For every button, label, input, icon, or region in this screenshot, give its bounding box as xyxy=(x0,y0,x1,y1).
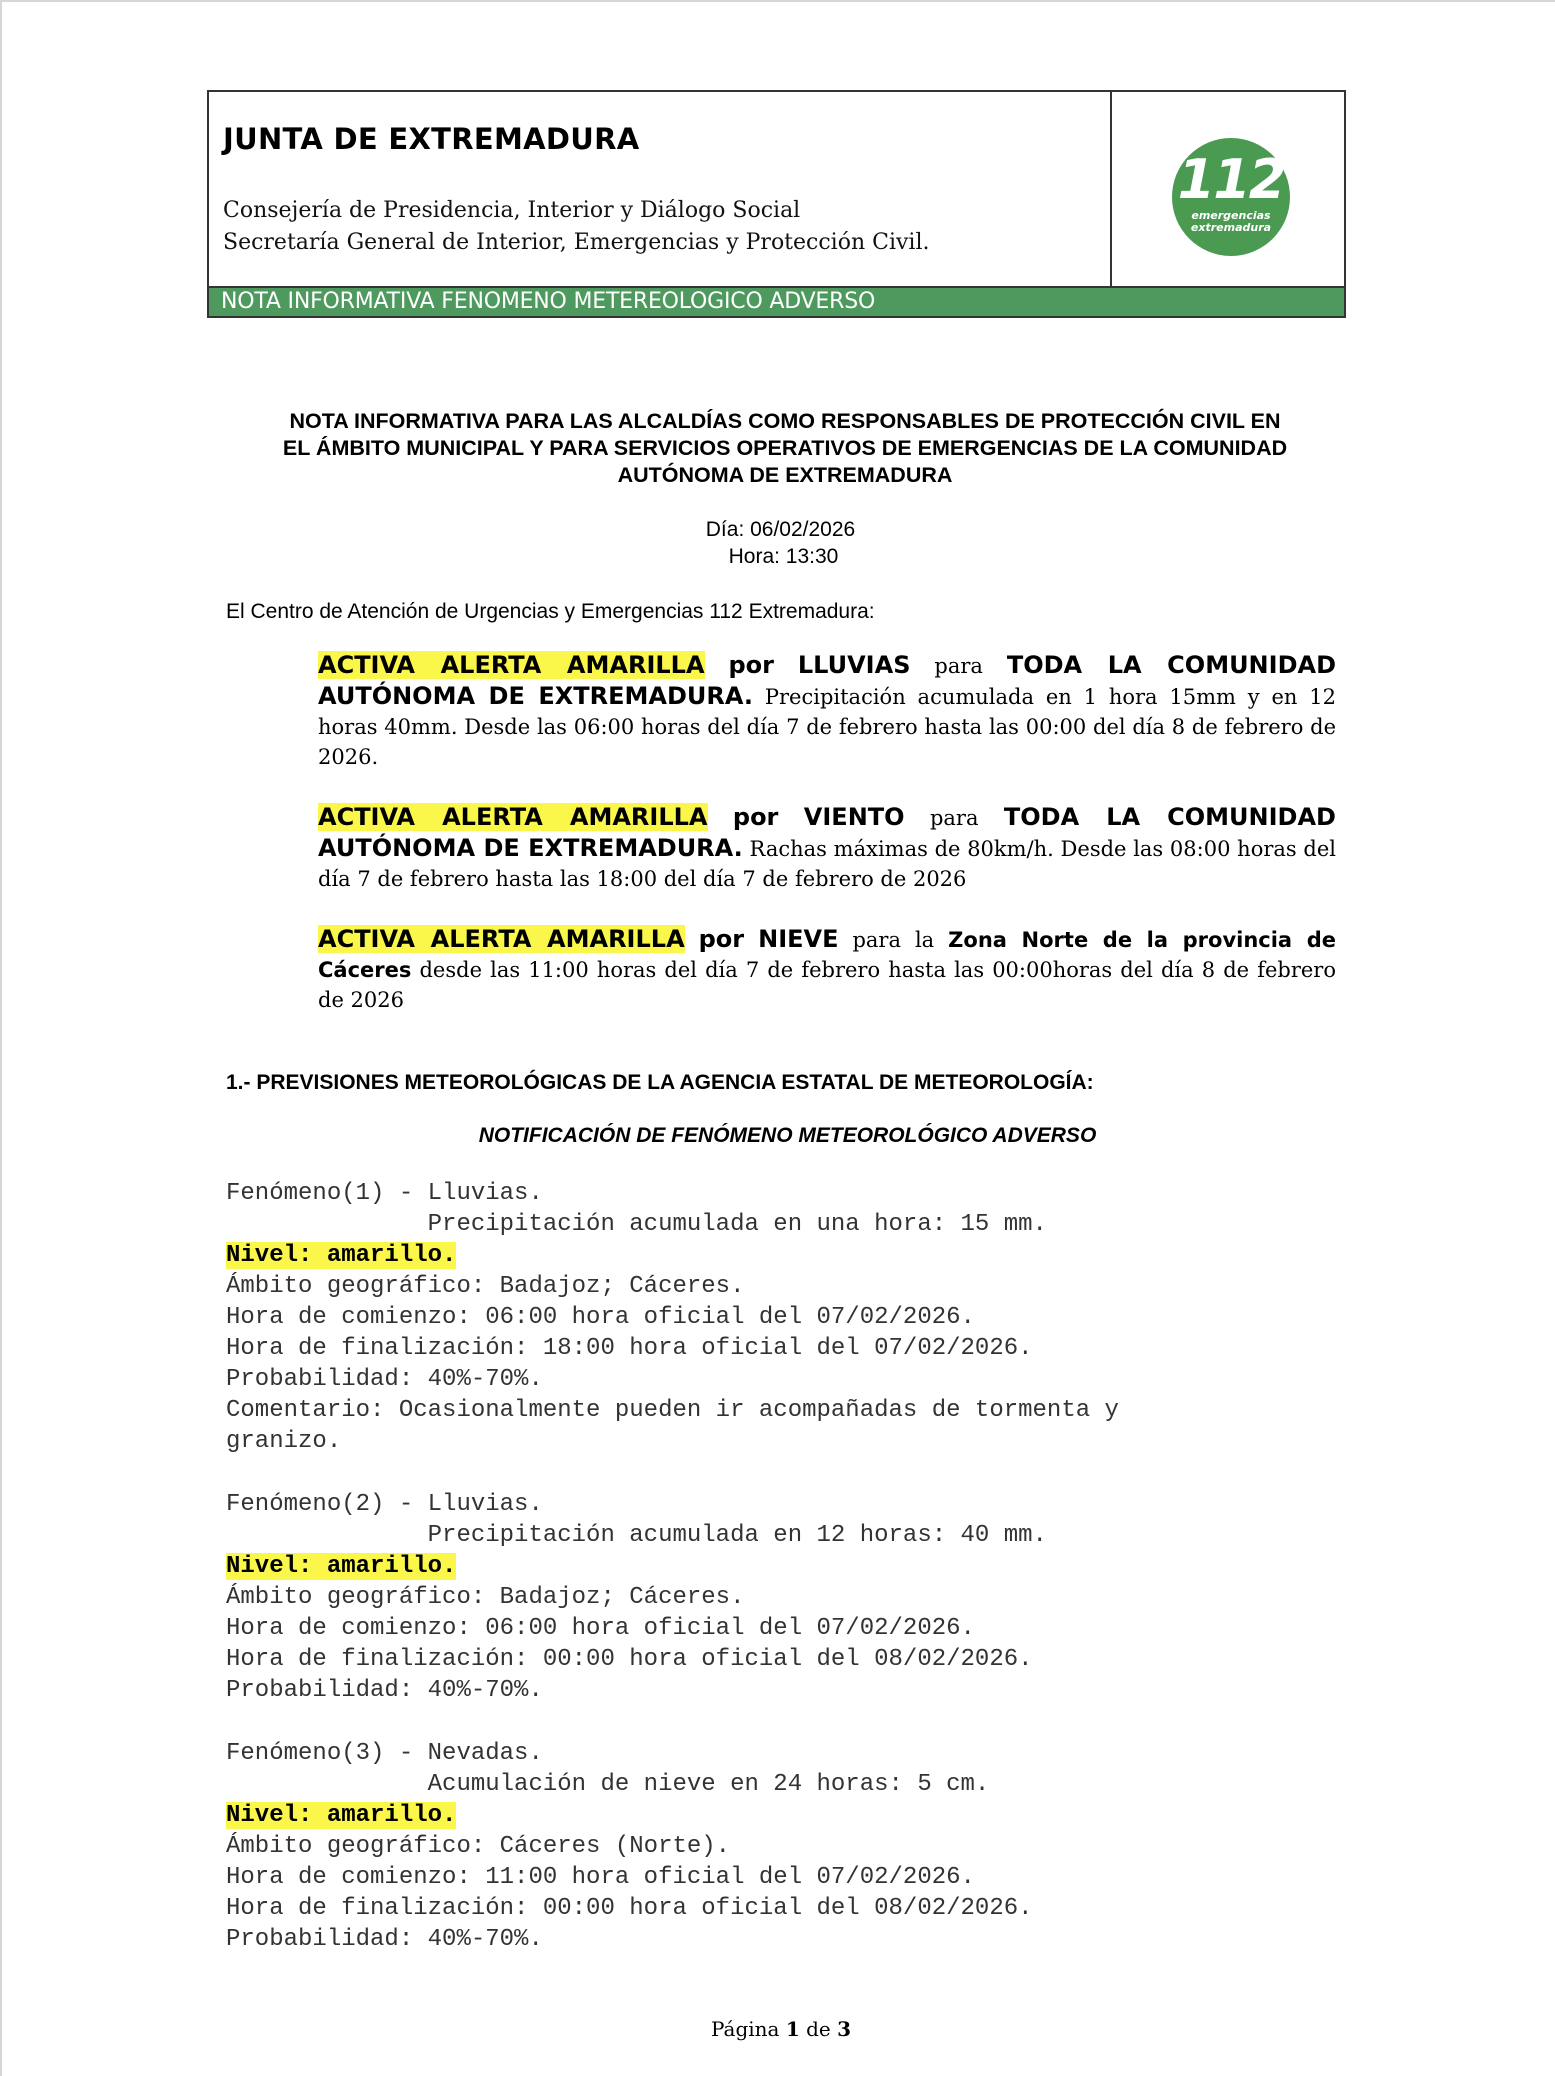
alert-para: para xyxy=(929,806,979,830)
intro-text: El Centro de Atención de Urgencias y Emergencias 112 Extremadura: xyxy=(226,600,875,623)
document-date: Día: 06/02/2026 xyxy=(705,518,856,541)
logo-number: 112 xyxy=(1177,148,1285,211)
phenomenon-line: Comentario: Ocasionalmente pueden ir acompañadas de tormenta y xyxy=(226,1397,1119,1424)
header-bar-text: NOTA INFORMATIVA FENOMENO METEREOLOGICO ADVERSO xyxy=(221,289,876,314)
alert-detail: Rachas máximas de 80km/h. Desde las 08:00 horas del día 7 de febrero hasta las 18:00 del día 7 de febrero de 2026 xyxy=(318,837,1336,891)
phenomenon-line: Hora de comienzo: 06:00 hora oficial del 07/02/2026. xyxy=(226,1615,975,1642)
footer-page-word: Página xyxy=(710,2017,780,2041)
alert-nieve xyxy=(318,924,1336,1015)
alert-viento xyxy=(318,802,1336,894)
org-department: Consejería de Presidencia, Interior y Diálogo Social xyxy=(223,198,801,223)
phenomenon-2 xyxy=(226,1489,1346,1706)
title-line-1: NOTA INFORMATIVA PARA LAS ALCALDÍAS COMO RESPONSABLES DE PROTECCIÓN CIVIL EN xyxy=(289,409,1281,433)
phenomenon-level: Nivel: amarillo. xyxy=(226,1802,457,1829)
phenomenon-line: Hora de finalización: 18:00 hora oficial del 07/02/2026. xyxy=(226,1335,1033,1362)
phenomenon-3 xyxy=(226,1738,1346,1955)
logo-line-1: emergencias xyxy=(1191,209,1271,222)
phenomenon-header: Fenómeno(1) - Lluvias. xyxy=(226,1180,543,1207)
document-title xyxy=(240,408,1330,489)
footer-of-word: de xyxy=(806,2017,831,2041)
page-footer xyxy=(0,2017,1555,2041)
org-title: JUNTA DE EXTREMADURA xyxy=(223,122,640,156)
section-title: 1.- PREVISIONES METEOROLÓGICAS DE LA AGENCIA ESTATAL DE METEOROLOGÍA: xyxy=(226,1071,1094,1094)
alert-phenomenon: LLUVIAS xyxy=(797,651,911,679)
document-header xyxy=(207,90,1346,318)
alert-label: ACTIVA ALERTA AMARILLA xyxy=(318,803,708,831)
phenomenon-header: Fenómeno(3) - Nevadas. xyxy=(226,1740,543,1767)
alert-lluvias xyxy=(318,650,1336,772)
header-org-block xyxy=(209,92,1112,286)
alert-phenomenon: VIENTO xyxy=(803,803,905,831)
alert-para: para la xyxy=(852,928,935,952)
phenomenon-subheader: Precipitación acumulada en una hora: 15 mm. xyxy=(226,1211,1047,1238)
phenomenon-line: Probabilidad: 40%-70%. xyxy=(226,1677,543,1704)
phenomenon-1 xyxy=(226,1178,1346,1457)
alert-por: por xyxy=(728,651,774,679)
emergencias-112-logo-icon xyxy=(1172,138,1290,256)
logo-line-2: extremadura xyxy=(1190,221,1272,234)
phenomenon-header: Fenómeno(2) - Lluvias. xyxy=(226,1491,543,1518)
title-line-2: EL ÁMBITO MUNICIPAL Y PARA SERVICIOS OPERATIVOS DE EMERGENCIAS DE LA COMUNIDAD xyxy=(282,436,1288,460)
phenomenon-level: Nivel: amarillo. xyxy=(226,1242,457,1269)
org-secretariat: Secretaría General de Interior, Emergencias y Protección Civil. xyxy=(223,230,930,255)
phenomenon-line: Hora de finalización: 00:00 hora oficial del 08/02/2026. xyxy=(226,1646,1033,1673)
alert-por: por xyxy=(698,925,745,953)
alert-detail: desde las 11:00 horas del día 7 de febrero hasta las 00:00horas del día 8 de febrero de 2026 xyxy=(318,958,1336,1012)
phenomenon-subheader: Acumulación de nieve en 24 horas: 5 cm. xyxy=(226,1771,990,1798)
footer-page-total: 3 xyxy=(837,2017,852,2041)
alert-area: Zona Norte de la provincia de Cáceres xyxy=(318,928,1336,982)
alert-por: por xyxy=(732,803,779,831)
alert-label: ACTIVA ALERTA AMARILLA xyxy=(318,925,685,953)
phenomenon-level: Nivel: amarillo. xyxy=(226,1553,457,1580)
notification-title: NOTIFICACIÓN DE FENÓMENO METEOROLÓGICO ADVERSO xyxy=(478,1124,1097,1147)
phenomenon-line: Hora de finalización: 00:00 hora oficial del 08/02/2026. xyxy=(226,1895,1033,1922)
phenomenon-line: Hora de comienzo: 06:00 hora oficial del 07/02/2026. xyxy=(226,1304,975,1331)
alert-area: TODA LA COMUNIDAD AUTÓNOMA DE EXTREMADURA. xyxy=(318,651,1336,710)
phenomenon-line: Ámbito geográfico: Badajoz; Cáceres. xyxy=(226,1273,745,1300)
document-time: Hora: 13:30 xyxy=(728,545,839,568)
phenomenon-line: Ámbito geográfico: Badajoz; Cáceres. xyxy=(226,1584,745,1611)
alert-label: ACTIVA ALERTA AMARILLA xyxy=(318,651,705,679)
alert-area: TODA LA COMUNIDAD AUTÓNOMA DE EXTREMADURA. xyxy=(318,803,1336,862)
phenomenon-line: Probabilidad: 40%-70%. xyxy=(226,1926,543,1953)
header-logo-block xyxy=(1114,92,1344,286)
phenomenon-line: Ámbito geográfico: Cáceres (Norte). xyxy=(226,1833,731,1860)
title-line-3: AUTÓNOMA DE EXTREMADURA xyxy=(617,463,953,487)
phenomenon-line: Probabilidad: 40%-70%. xyxy=(226,1366,543,1393)
alert-phenomenon: NIEVE xyxy=(758,925,839,953)
alert-para: para xyxy=(934,654,983,678)
phenomenon-line: Hora de comienzo: 11:00 hora oficial del 07/02/2026. xyxy=(226,1864,975,1891)
phenomenon-subheader: Precipitación acumulada en 12 horas: 40 mm. xyxy=(226,1522,1047,1549)
footer-page-num: 1 xyxy=(785,2017,800,2041)
alert-detail: Precipitación acumulada en 1 hora 15mm y en 12 horas 40mm. Desde las 06:00 horas del día 7 de febrero hasta las 00:00 del día 8 de febrero de 2026. xyxy=(318,685,1336,769)
phenomenon-line: granizo. xyxy=(226,1428,342,1455)
header-green-bar xyxy=(209,286,1344,316)
